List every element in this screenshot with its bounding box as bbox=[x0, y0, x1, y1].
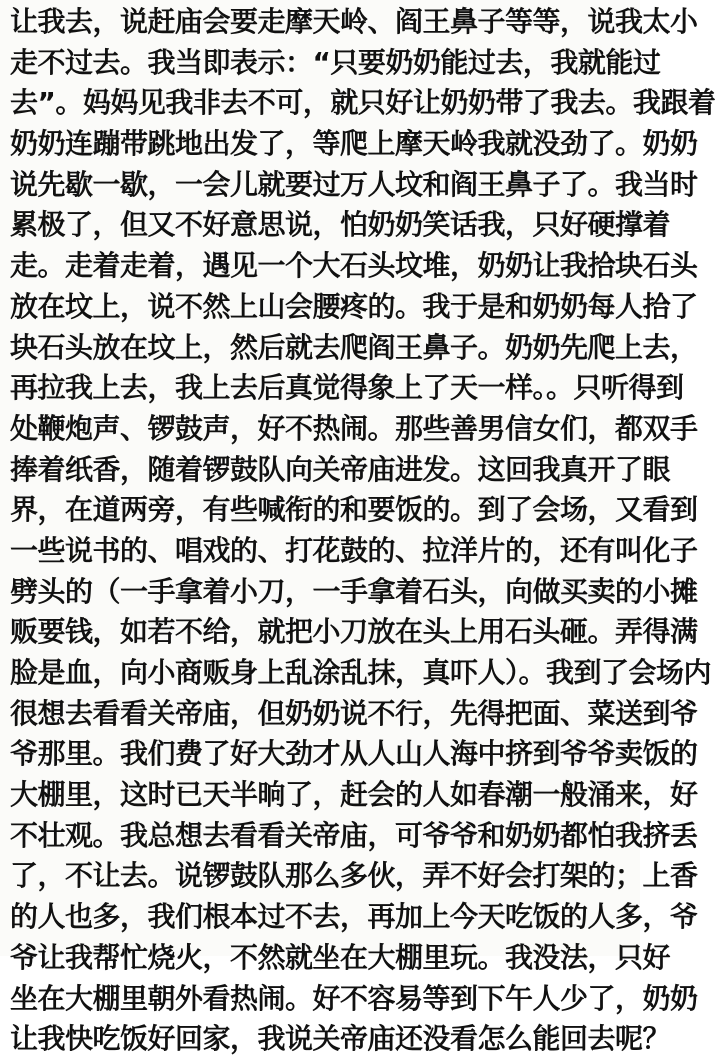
text-line: 爷那里。我们费了好大劲才从人山人海中挤到爷爷卖饭的 bbox=[10, 737, 698, 771]
text-line: 爷让我帮忙烧火，不然就坐在大棚里玩。我没法，只好 bbox=[10, 940, 671, 974]
text-line: 坐在大棚里朝外看热闹。好不容易等到下午人少了，奶奶 bbox=[10, 981, 698, 1015]
text-line: 界，在道两旁，有些喊衔的和要饭的。到了会场，又看到 bbox=[10, 493, 698, 527]
text-line: 让我快吃饭好回家，我说关帝庙还没看怎么能回去呢？ bbox=[10, 1022, 671, 1056]
text-line: 的人也多，我们根本过不去，再加上今天吃饭的人多，爷 bbox=[10, 900, 698, 934]
text-line: 放在坟上，说不然上山会腰疼的。我于是和奶奶每人拾了 bbox=[10, 289, 698, 323]
text-line: 很想去看看关帝庙，但奶奶说不行，先得把面、菜送到爷 bbox=[10, 696, 698, 730]
text-line: 一些说书的、唱戏的、打花鼓的、拉洋片的，还有叫化子 bbox=[10, 533, 698, 567]
text-line: 劈头的（一手拿着小刀，一手拿着石头，向做买卖的小摊 bbox=[10, 574, 698, 608]
text-line: 去”。妈妈见我非去不可，就只好让奶奶带了我去。我跟着 bbox=[10, 86, 715, 120]
text-line: 走。走着走着，遇见一个大石头坟堆，奶奶让我拾块石头 bbox=[10, 249, 698, 283]
text-line: 不壮观。我总想去看看关帝庙，可爷爷和奶奶都怕我挤丢 bbox=[10, 818, 698, 852]
text-line: 捧着纸香，随着锣鼓队向关帝庙进发。这回我真开了眼 bbox=[10, 452, 671, 486]
text-line: 累极了，但又不好意思说，怕奶奶笑话我，只好硬撑着 bbox=[10, 208, 671, 242]
text-line: 处鞭炮声、锣鼓声，好不热闹。那些善男信女们，都双手 bbox=[10, 411, 698, 445]
text-line: 再拉我上去，我上去后真觉得象上了天一样。。只听得到 bbox=[10, 371, 684, 405]
text-line: 贩要钱，如若不给，就把小刀放在头上用石头砸。弄得满 bbox=[10, 615, 698, 649]
text-line: 让我去，说赶庙会要走摩天岭、阎王鼻子等等，说我太小 bbox=[10, 5, 698, 38]
text-line: 块石头放在坟上，然后就去爬阎王鼻子。奶奶先爬上去， bbox=[10, 330, 698, 364]
text-line: 脸是血，向小商贩身上乱涂乱抹，真吓人）。我到了会场内 bbox=[10, 656, 712, 689]
text-line: 说先歇一歇，一会儿就要过万人坟和阎王鼻子了。我当时 bbox=[10, 167, 698, 201]
text-line: 走不过去。我当即表示：“只要奶奶能过去，我就能过 bbox=[10, 45, 661, 79]
text-line: 了，不让去。说锣鼓队那么多伙，弄不好会打架的；上香 bbox=[10, 859, 698, 893]
text-line: 大棚里，这时已天半晌了，赶会的人如春潮一般涌来，好 bbox=[10, 778, 698, 812]
text-line: 奶奶连蹦带跳地出发了，等爬上摩天岭我就没劲了。奶奶 bbox=[10, 127, 698, 161]
